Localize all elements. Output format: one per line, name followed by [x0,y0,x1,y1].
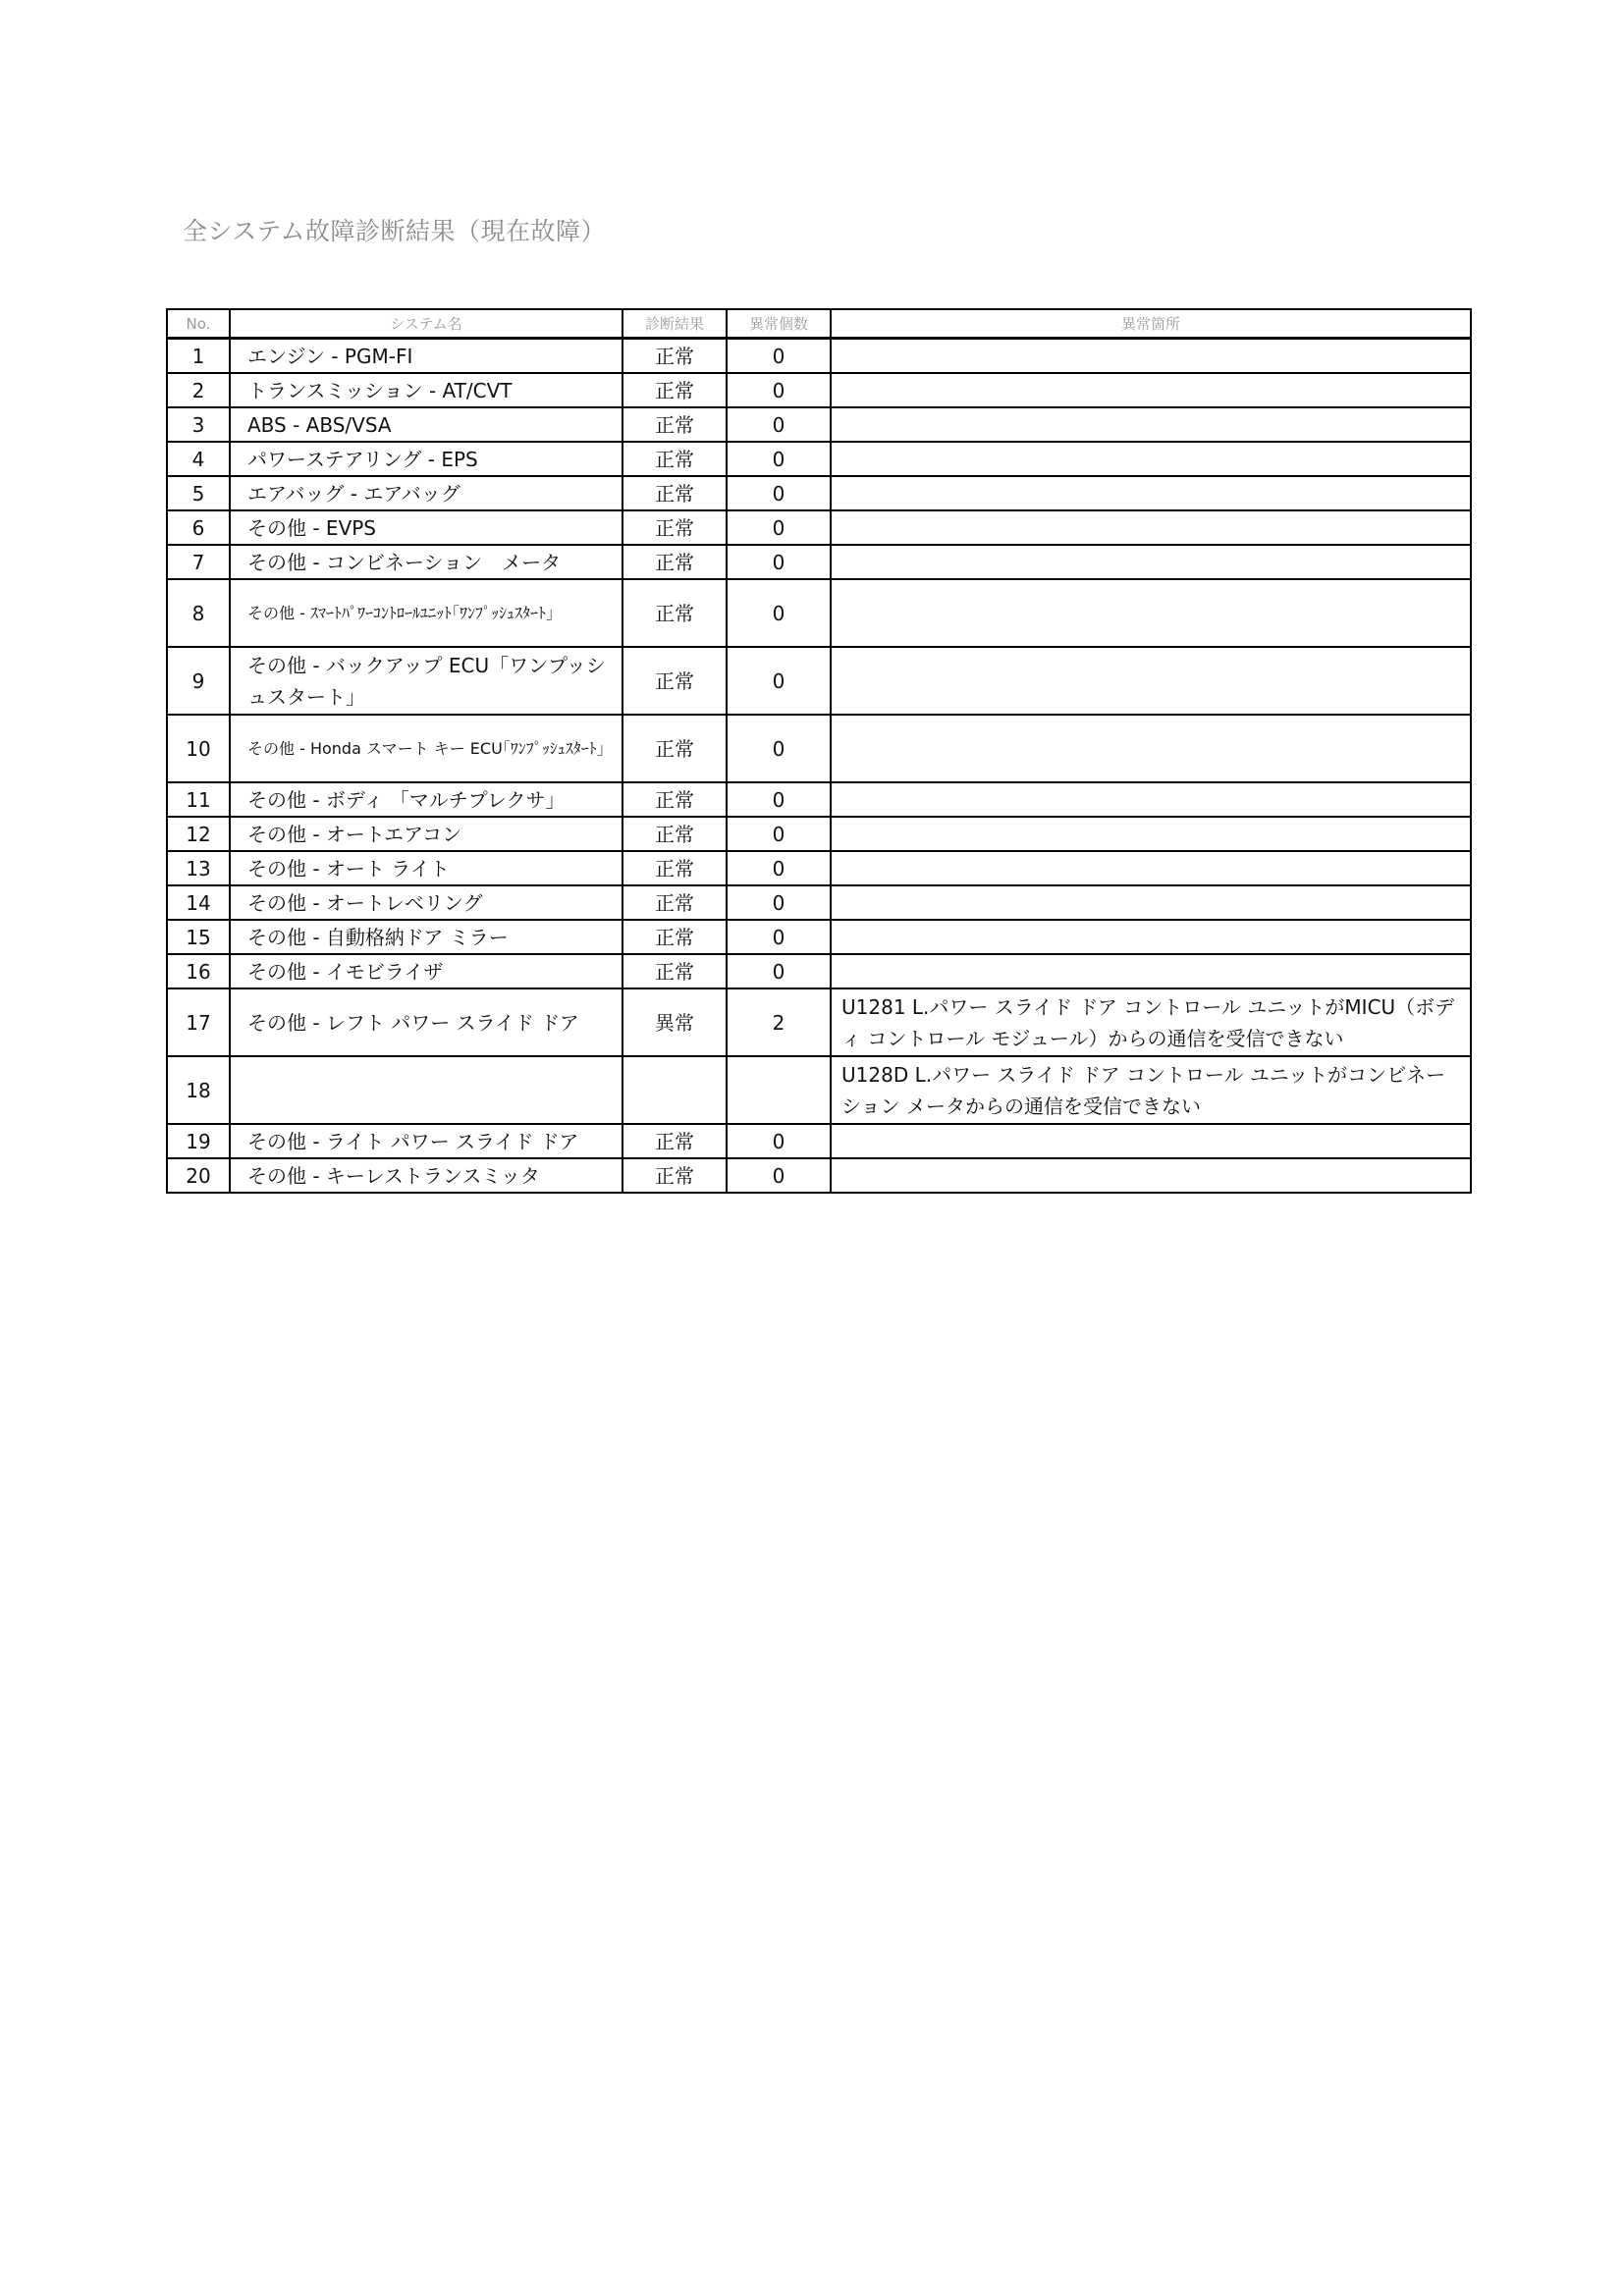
row-diagnosis-result: 正常 [623,817,727,851]
row-error-detail [831,817,1471,851]
row-error-detail [831,373,1471,407]
page-title: 全システム故障診断結果（現在故障） [183,217,607,245]
row-error-count: 0 [727,407,831,442]
table-row [167,373,1471,407]
row-no: 6 [167,510,230,545]
row-system-name: その他 - レフト パワー スライド ドア [230,988,623,1056]
table-row [167,851,1471,885]
row-error-count: 0 [727,782,831,817]
row-diagnosis-result: 正常 [623,920,727,954]
row-system-name: その他 - オートレベリング [230,885,623,920]
table-row [167,510,1471,545]
row-error-count: 0 [727,545,831,579]
row-no: 11 [167,782,230,817]
table-row [167,782,1471,817]
row-error-detail [831,339,1471,374]
header-error-count: 異常個数 [727,309,831,339]
row-system-name [230,1056,623,1124]
table-row [167,407,1471,442]
row-diagnosis-result: 正常 [623,954,727,988]
row-no: 9 [167,647,230,715]
row-system-name: その他 - イモビライザ [230,954,623,988]
row-system-name: その他 - オート ライト [230,851,623,885]
row-no: 20 [167,1158,230,1193]
table-row [167,545,1471,579]
row-error-count: 0 [727,339,831,374]
row-diagnosis-result: 正常 [623,510,727,545]
row-error-count: 0 [727,1158,831,1193]
table-row [167,339,1471,374]
row-no: 19 [167,1124,230,1158]
row-no: 16 [167,954,230,988]
header-diagnosis-result: 診断結果 [623,309,727,339]
row-diagnosis-result: 正常 [623,1158,727,1193]
table-row [167,579,1471,647]
row-diagnosis-result: 正常 [623,885,727,920]
row-error-detail: U128D L.パワー スライド ドア コントロール ユニットがコンビネーション メータからの通信を受信できない [831,1056,1471,1124]
row-system-name: ABS - ABS/VSA [230,407,623,442]
row-system-name: その他 - EVPS [230,510,623,545]
row-system-name: パワーステアリング - EPS [230,442,623,476]
row-error-count: 0 [727,373,831,407]
row-diagnosis-result: 正常 [623,545,727,579]
row-error-detail [831,920,1471,954]
row-no: 5 [167,476,230,510]
row-error-detail [831,579,1471,647]
row-error-count: 2 [727,988,831,1056]
row-system-name: その他 - コンビネーション メータ [230,545,623,579]
row-diagnosis-result: 正常 [623,782,727,817]
row-error-count: 0 [727,442,831,476]
row-no: 4 [167,442,230,476]
row-error-count: 0 [727,510,831,545]
row-error-count: 0 [727,885,831,920]
row-error-detail [831,885,1471,920]
row-system-name: その他 - Honda スマート キー ECU｢ﾜﾝﾌﾟｯｼｭｽﾀｰﾄ｣ [230,715,623,782]
row-error-detail [831,510,1471,545]
row-error-count: 0 [727,647,831,715]
table-body [167,339,1471,1194]
row-diagnosis-result: 正常 [623,476,727,510]
row-error-detail [831,647,1471,715]
row-error-detail [831,407,1471,442]
table-row [167,988,1471,1056]
table-row [167,476,1471,510]
row-error-detail [831,954,1471,988]
row-error-count: 0 [727,920,831,954]
row-system-name: エアバッグ - エアバッグ [230,476,623,510]
row-error-count: 0 [727,954,831,988]
table-row [167,920,1471,954]
row-error-detail [831,545,1471,579]
row-no: 17 [167,988,230,1056]
row-no: 8 [167,579,230,647]
row-diagnosis-result: 正常 [623,407,727,442]
row-system-name: その他 - バックアップ ECU「ワンプッシュスタート」 [230,647,623,715]
row-diagnosis-result: 正常 [623,715,727,782]
row-error-count: 0 [727,1124,831,1158]
row-diagnosis-result [623,1056,727,1124]
row-error-count: 0 [727,715,831,782]
header-error-detail: 異常箇所 [831,309,1471,339]
table-row [167,647,1471,715]
row-system-name: エンジン - PGM-FI [230,339,623,374]
row-no: 7 [167,545,230,579]
table-row [167,817,1471,851]
table-row [167,1158,1471,1193]
row-error-count: 0 [727,851,831,885]
row-error-count: 0 [727,817,831,851]
row-system-name: その他 - ライト パワー スライド ドア [230,1124,623,1158]
row-no: 18 [167,1056,230,1124]
row-system-name: その他 - ボディ 「マルチプレクサ」 [230,782,623,817]
header-system-name: システム名 [230,309,623,339]
row-diagnosis-result: 正常 [623,851,727,885]
row-system-name: トランスミッション - AT/CVT [230,373,623,407]
table-row [167,885,1471,920]
row-error-detail: U1281 L.パワー スライド ドア コントロール ユニットがMICU（ボディ コントロール モジュール）からの通信を受信できない [831,988,1471,1056]
row-system-name: その他 - キーレストランスミッタ [230,1158,623,1193]
table-row [167,1056,1471,1124]
row-system-name: その他 - ｽﾏｰﾄﾊﾟﾜｰｺﾝﾄﾛｰﾙﾕﾆｯﾄ｢ﾜﾝﾌﾟｯｼｭｽﾀｰﾄ｣ [230,579,623,647]
table-row [167,442,1471,476]
row-no: 3 [167,407,230,442]
row-diagnosis-result: 正常 [623,373,727,407]
row-diagnosis-result: 正常 [623,647,727,715]
row-diagnosis-result: 正常 [623,442,727,476]
row-error-count [727,1056,831,1124]
row-no: 2 [167,373,230,407]
row-error-detail [831,782,1471,817]
row-diagnosis-result: 異常 [623,988,727,1056]
row-error-detail [831,1158,1471,1193]
row-system-name: その他 - 自動格納ドア ミラー [230,920,623,954]
row-diagnosis-result: 正常 [623,579,727,647]
row-no: 12 [167,817,230,851]
row-diagnosis-result: 正常 [623,339,727,374]
diagnosis-results-table [166,308,1472,1194]
row-diagnosis-result: 正常 [623,1124,727,1158]
row-error-detail [831,442,1471,476]
row-no: 15 [167,920,230,954]
row-no: 10 [167,715,230,782]
table-row [167,715,1471,782]
row-error-detail [831,715,1471,782]
row-no: 1 [167,339,230,374]
table-header-row [167,309,1471,339]
table-row [167,1124,1471,1158]
row-error-count: 0 [727,476,831,510]
row-error-count: 0 [727,579,831,647]
row-system-name: その他 - オートエアコン [230,817,623,851]
table-row [167,954,1471,988]
row-no: 14 [167,885,230,920]
row-error-detail [831,851,1471,885]
header-no: No. [167,309,230,339]
row-error-detail [831,1124,1471,1158]
row-no: 13 [167,851,230,885]
row-error-detail [831,476,1471,510]
